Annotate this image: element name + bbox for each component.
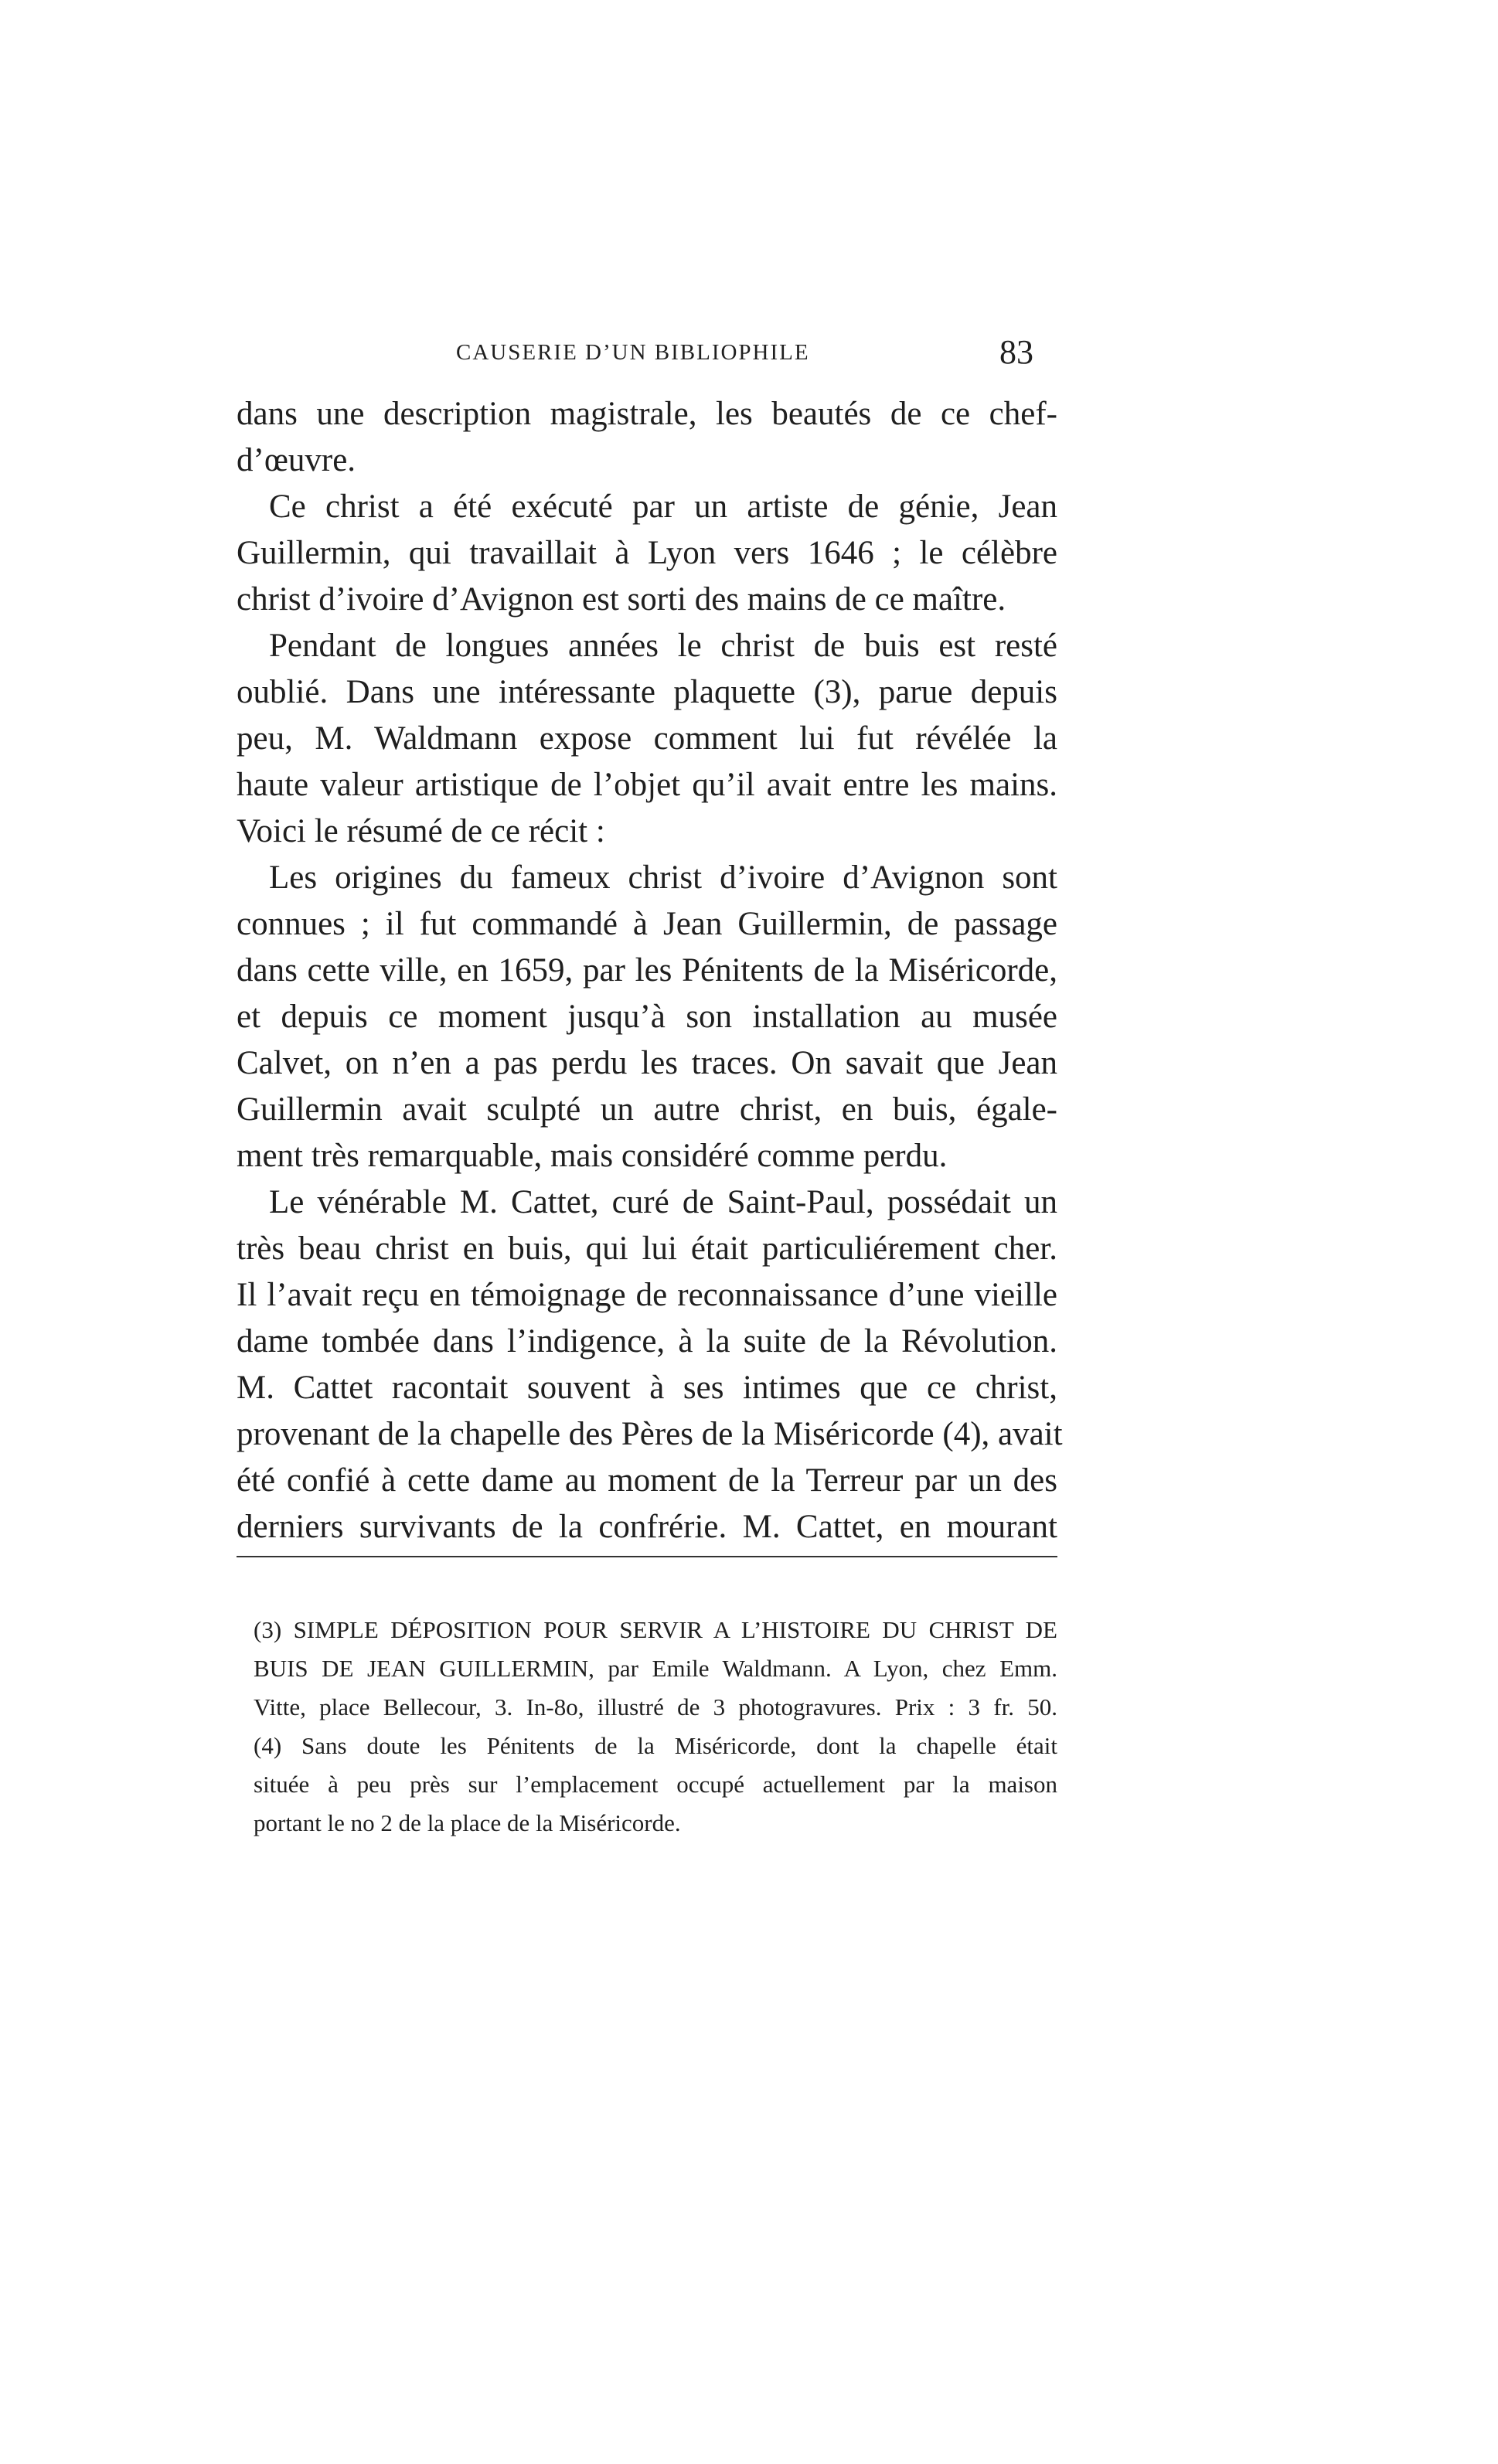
footnote-line: (3) SIMPLE DÉPOSITION POUR SERVIR A L’HISTOIRE DU CHRIST DE — [254, 1616, 1057, 1643]
body-line: et depuis ce moment jusqu’à son installation au musée — [237, 999, 1057, 1035]
body-line: d’œuvre. — [237, 442, 356, 478]
body-line: haute valeur artistique de l’objet qu’il avait entre les mains. — [237, 767, 1057, 803]
body-line: Guillermin, qui travaillait à Lyon vers 1646 ; le célèbre — [237, 535, 1057, 571]
body-line: ment très remarquable, mais considéré comme perdu. — [237, 1138, 948, 1174]
body-line: Calvet, on n’en a pas perdu les traces. On savait que Jean — [237, 1045, 1057, 1081]
body-line: M. Cattet racontait souvent à ses intimes que ce christ, — [237, 1370, 1057, 1406]
body-line: Ce christ a été exécuté par un artiste de génie, Jean — [269, 488, 1057, 525]
footnote-line: portant le no 2 de la place de la Miséricorde. — [254, 1809, 681, 1836]
body-line: été confié à cette dame au moment de la Terreur par un des — [237, 1462, 1057, 1499]
body-line: Pendant de longues années le christ de buis est resté — [269, 628, 1057, 664]
body-line: dans cette ville, en 1659, par les Pénitents de la Miséricorde, — [237, 952, 1057, 989]
body-line: derniers survivants de la confrérie. M. Cattet, en mourant — [237, 1509, 1057, 1545]
body-line: christ d’ivoire d’Avignon est sorti des mains de ce maître. — [237, 581, 1006, 618]
footnote-line: Vitte, place Bellecour, 3. In-8o, illustré de 3 photogravures. Prix : 3 fr. 50. — [254, 1693, 1057, 1720]
body-line: Voici le résumé de ce récit : — [237, 813, 605, 849]
footnote-divider — [237, 1556, 1057, 1557]
footnote-line: située à peu près sur l’emplacement occupé actuellement par la maison — [254, 1771, 1057, 1798]
body-line: Il l’avait reçu en témoignage de reconnaissance d’une vieille — [237, 1277, 1057, 1313]
footnote-line: (4) Sans doute les Pénitents de la Miséricorde, dont la chapelle était — [254, 1732, 1057, 1759]
body-line: provenant de la chapelle des Pères de la Miséricorde (4), avait — [237, 1416, 1063, 1452]
body-line: Les origines du fameux christ d’ivoire d’Avignon sont — [269, 859, 1057, 896]
page-number: 83 — [999, 333, 1033, 371]
body-line: peu, M. Waldmann expose comment lui fut révélée la — [237, 720, 1057, 757]
running-head: CAUSERIE D’UN BIBLIOPHILE — [456, 340, 810, 365]
footnote-line: BUIS DE JEAN GUILLERMIN, par Emile Waldmann. A Lyon, chez Emm. — [254, 1655, 1057, 1682]
body-line: Guillermin avait sculpté un autre christ, en buis, égale- — [237, 1091, 1057, 1128]
body-line: connues ; il fut commandé à Jean Guillermin, de passage — [237, 906, 1057, 942]
body-line: oublié. Dans une intéressante plaquette (3), parue depuis — [237, 674, 1057, 710]
body-line: Le vénérable M. Cattet, curé de Saint-Paul, possédait un — [269, 1184, 1057, 1220]
body-text — [237, 391, 1063, 1550]
body-line: dame tombée dans l’indigence, à la suite de la Révolution. — [237, 1323, 1057, 1360]
body-line: dans une description magistrale, les beautés de ce chef- — [237, 396, 1057, 432]
body-line: très beau christ en buis, qui lui était particuliérement cher. — [237, 1230, 1057, 1267]
footnotes — [254, 1611, 1057, 1843]
